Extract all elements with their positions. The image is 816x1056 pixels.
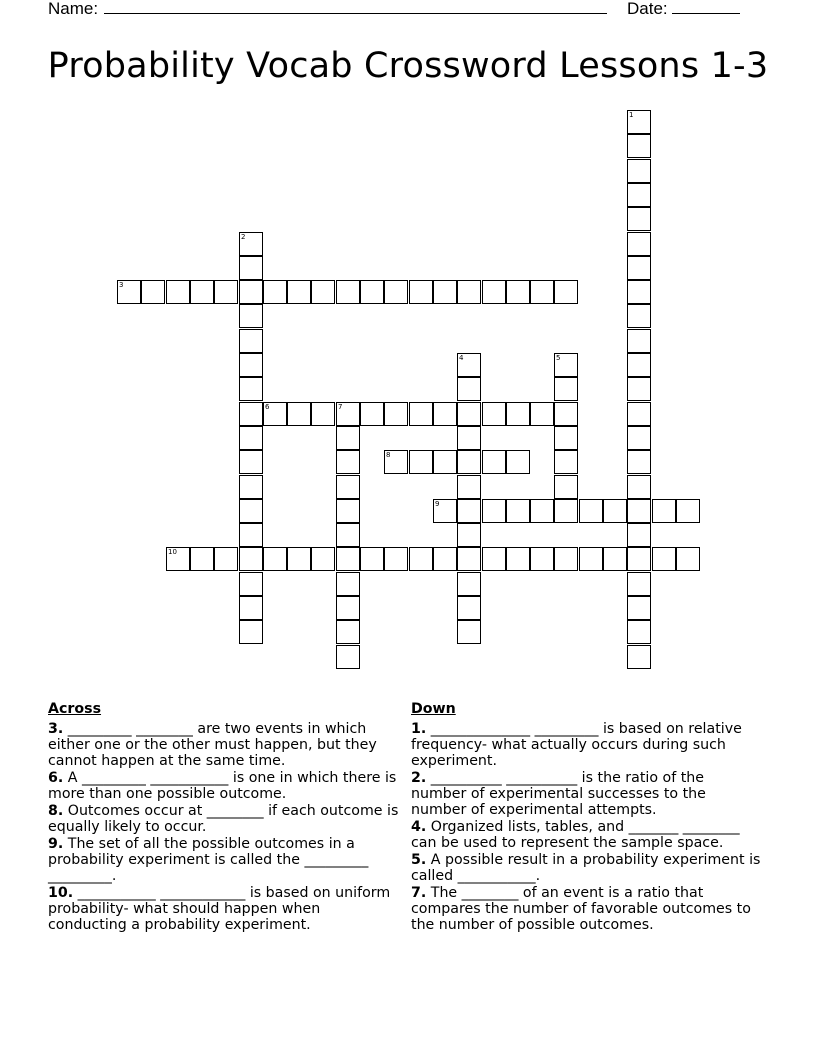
crossword-cell[interactable] <box>627 183 651 207</box>
crossword-cell[interactable] <box>506 547 530 571</box>
crossword-cell[interactable] <box>360 402 384 426</box>
crossword-cell[interactable] <box>239 304 263 328</box>
crossword-cell[interactable] <box>384 547 408 571</box>
cell-number: 3 <box>119 281 124 289</box>
clue-text: ______________ _________ is based on relative frequency- what actually occurs during such experiment. <box>411 721 747 769</box>
down-clues <box>411 700 763 934</box>
crossword-cell[interactable] <box>239 353 263 377</box>
crossword-cell[interactable] <box>457 450 481 474</box>
crossword-cell[interactable] <box>239 596 263 620</box>
crossword-cell[interactable] <box>627 450 651 474</box>
crossword-cell[interactable] <box>239 377 263 401</box>
crossword-cell[interactable] <box>239 232 263 256</box>
crossword-cell[interactable] <box>603 499 627 523</box>
crossword-cell[interactable] <box>409 280 433 304</box>
crossword-cell[interactable] <box>506 499 530 523</box>
clue-number: 5. <box>411 852 427 868</box>
crossword-cell[interactable] <box>482 547 506 571</box>
crossword-cell[interactable] <box>433 280 457 304</box>
cell-number: 7 <box>338 403 343 411</box>
down-heading: Down <box>411 701 456 717</box>
crossword-cell[interactable] <box>239 523 263 547</box>
down-clue <box>411 770 763 818</box>
clue-number: 1. <box>411 721 427 737</box>
crossword-cell[interactable] <box>506 450 530 474</box>
crossword-cell[interactable] <box>652 499 676 523</box>
crossword-cell[interactable] <box>239 426 263 450</box>
crossword-cell[interactable] <box>336 402 360 426</box>
across-clue <box>48 803 403 835</box>
across-heading: Across <box>48 701 102 717</box>
crossword-cell[interactable] <box>214 547 238 571</box>
crossword-cell[interactable] <box>554 280 578 304</box>
crossword-cell[interactable] <box>627 304 651 328</box>
crossword-cell[interactable] <box>141 280 165 304</box>
crossword-cell[interactable] <box>117 280 141 304</box>
crossword-cell[interactable] <box>409 547 433 571</box>
crossword-cell[interactable] <box>384 450 408 474</box>
crossword-cell[interactable] <box>676 547 700 571</box>
crossword-cell[interactable] <box>457 547 481 571</box>
cell-number: 6 <box>265 403 270 411</box>
clue-text: ___________ ____________ is based on uniform probability- what should happen when conducting a probability experiment. <box>48 885 395 933</box>
crossword-cell[interactable] <box>627 329 651 353</box>
crossword-cell[interactable] <box>360 547 384 571</box>
crossword-cell[interactable] <box>627 207 651 231</box>
down-clue <box>411 721 763 769</box>
crossword-cell[interactable] <box>457 377 481 401</box>
crossword-cell[interactable] <box>336 450 360 474</box>
crossword-cell[interactable] <box>287 280 311 304</box>
across-clue-list <box>48 721 403 933</box>
across-clue <box>48 885 400 933</box>
crossword-cell[interactable] <box>239 329 263 353</box>
crossword-cell[interactable] <box>336 499 360 523</box>
crossword-cell[interactable] <box>482 450 506 474</box>
crossword-cell[interactable] <box>311 402 335 426</box>
clue-number: 7. <box>411 885 427 901</box>
crossword-cell[interactable] <box>457 353 481 377</box>
crossword-cell[interactable] <box>676 499 700 523</box>
date-label: Date: <box>627 0 668 18</box>
crossword-cell[interactable] <box>239 572 263 596</box>
crossword-cell[interactable] <box>239 450 263 474</box>
across-clues <box>48 700 403 934</box>
crossword-cell[interactable] <box>457 426 481 450</box>
crossword-cell[interactable] <box>652 547 676 571</box>
crossword-cell[interactable] <box>336 475 360 499</box>
crossword-cell[interactable] <box>627 426 651 450</box>
crossword-cell[interactable] <box>287 402 311 426</box>
crossword-cell[interactable] <box>627 572 651 596</box>
crossword-cell[interactable] <box>506 280 530 304</box>
crossword-cell[interactable] <box>627 596 651 620</box>
crossword-cell[interactable] <box>554 450 578 474</box>
clue-number: 10. <box>48 885 74 901</box>
crossword-cell[interactable] <box>627 499 651 523</box>
crossword-cell[interactable] <box>627 134 651 158</box>
clue-text: The ________ of an event is a ratio that compares the number of favorable outcomes to the number of possible outcomes. <box>411 885 756 933</box>
crossword-cell[interactable] <box>190 280 214 304</box>
crossword-cell[interactable] <box>554 377 578 401</box>
clue-number: 9. <box>48 836 64 852</box>
clue-number: 6. <box>48 770 64 786</box>
crossword-cell[interactable] <box>530 280 554 304</box>
crossword-cell[interactable] <box>336 547 360 571</box>
crossword-cell[interactable] <box>457 280 481 304</box>
crossword-cell[interactable] <box>239 547 263 571</box>
crossword-cell[interactable] <box>554 499 578 523</box>
crossword-cell[interactable] <box>311 280 335 304</box>
crossword-cell[interactable] <box>457 402 481 426</box>
crossword-cell[interactable] <box>579 499 603 523</box>
across-clue <box>48 721 400 769</box>
crossword-cell[interactable] <box>433 499 457 523</box>
crossword-cell[interactable] <box>384 280 408 304</box>
clue-number: 3. <box>48 721 64 737</box>
crossword-cell[interactable] <box>627 620 651 644</box>
clue-text: The set of all the possible outcomes in a probability experiment is called the _________ _________. <box>48 836 373 884</box>
crossword-cell[interactable] <box>433 450 457 474</box>
crossword-cell[interactable] <box>384 402 408 426</box>
crossword-cell[interactable] <box>530 499 554 523</box>
clue-number: 4. <box>411 819 427 835</box>
across-clue <box>48 836 400 884</box>
cell-number: 4 <box>459 354 464 362</box>
crossword-cell[interactable] <box>482 402 506 426</box>
clue-text: A _________ ___________ is one in which there is more than one possible outcome. <box>48 770 401 802</box>
crossword-cell[interactable] <box>433 402 457 426</box>
cell-number: 8 <box>386 451 391 459</box>
crossword-cell[interactable] <box>311 547 335 571</box>
crossword-cell[interactable] <box>457 475 481 499</box>
crossword-cell[interactable] <box>627 159 651 183</box>
crossword-cell[interactable] <box>457 596 481 620</box>
crossword-cell[interactable] <box>554 426 578 450</box>
crossword-cell[interactable] <box>530 547 554 571</box>
crossword-cell[interactable] <box>506 402 530 426</box>
crossword-cell[interactable] <box>239 499 263 523</box>
crossword-cell[interactable] <box>214 280 238 304</box>
clue-text: __________ __________ is the ratio of the number of experimental successes to the number of experimental attempts. <box>411 770 711 818</box>
crossword-cell[interactable] <box>263 547 287 571</box>
crossword-cell[interactable] <box>360 280 384 304</box>
cell-number: 2 <box>241 233 246 241</box>
crossword-cell[interactable] <box>287 547 311 571</box>
crossword-cell[interactable] <box>627 645 651 669</box>
across-clue <box>48 770 400 802</box>
clue-text: Organized lists, tables, and _______ ________ can be used to represent the sample space. <box>411 819 745 851</box>
crossword-cell[interactable] <box>627 402 651 426</box>
crossword-cell[interactable] <box>554 475 578 499</box>
crossword-cell[interactable] <box>263 280 287 304</box>
crossword-cell[interactable] <box>239 402 263 426</box>
crossword-cell[interactable] <box>239 256 263 280</box>
cell-number: 9 <box>435 500 440 508</box>
crossword-cell[interactable] <box>336 620 360 644</box>
cell-number: 1 <box>629 111 634 119</box>
cell-number: 10 <box>168 548 177 556</box>
crossword-cell[interactable] <box>166 547 190 571</box>
crossword-cell[interactable] <box>627 256 651 280</box>
down-clue-list <box>411 721 763 933</box>
crossword-cell[interactable] <box>239 620 263 644</box>
crossword-cell[interactable] <box>627 547 651 571</box>
crossword-cell[interactable] <box>239 475 263 499</box>
crossword-cell[interactable] <box>457 499 481 523</box>
crossword-cell[interactable] <box>627 110 651 134</box>
crossword-cell[interactable] <box>457 523 481 547</box>
crossword-cell[interactable] <box>627 232 651 256</box>
crossword-cell[interactable] <box>336 426 360 450</box>
crossword-cell[interactable] <box>554 402 578 426</box>
page-title: Probability Vocab Crossword Lessons 1-3 <box>47 46 769 86</box>
crossword-cell[interactable] <box>457 620 481 644</box>
crossword-cell[interactable] <box>627 377 651 401</box>
clue-number: 8. <box>48 803 64 819</box>
crossword-cell[interactable] <box>627 523 651 547</box>
clue-text: A possible result in a probability experiment is called ___________. <box>411 852 765 884</box>
crossword-cell[interactable] <box>336 645 360 669</box>
crossword-cell[interactable] <box>530 402 554 426</box>
crossword-cell[interactable] <box>336 596 360 620</box>
clue-number: 2. <box>411 770 427 786</box>
crossword-cell[interactable] <box>482 499 506 523</box>
crossword-cell[interactable] <box>579 547 603 571</box>
name-label: Name: <box>48 0 99 18</box>
crossword-cell[interactable] <box>409 450 433 474</box>
down-clue <box>411 819 763 851</box>
crossword-cell[interactable] <box>336 523 360 547</box>
down-clue <box>411 885 763 933</box>
crossword-cell[interactable] <box>603 547 627 571</box>
crossword-cell[interactable] <box>190 547 214 571</box>
cell-number: 5 <box>556 354 561 362</box>
crossword-cell[interactable] <box>336 280 360 304</box>
crossword-cell[interactable] <box>409 402 433 426</box>
clue-text: _________ ________ are two events in which either one or the other must happen, but they cannot happen at the same time. <box>48 721 382 769</box>
crossword-cell[interactable] <box>433 547 457 571</box>
crossword-cell[interactable] <box>627 280 651 304</box>
crossword-cell[interactable] <box>166 280 190 304</box>
crossword-cell[interactable] <box>482 280 506 304</box>
crossword-cell[interactable] <box>336 572 360 596</box>
crossword-cell[interactable] <box>627 353 651 377</box>
clue-text: Outcomes occur at ________ if each outcome is equally likely to occur. <box>48 803 403 835</box>
crossword-cell[interactable] <box>263 402 287 426</box>
crossword-cell[interactable] <box>627 475 651 499</box>
crossword-cell[interactable] <box>239 280 263 304</box>
crossword-cell[interactable] <box>457 572 481 596</box>
crossword-cell[interactable] <box>554 353 578 377</box>
down-clue <box>411 852 763 884</box>
crossword-cell[interactable] <box>554 547 578 571</box>
